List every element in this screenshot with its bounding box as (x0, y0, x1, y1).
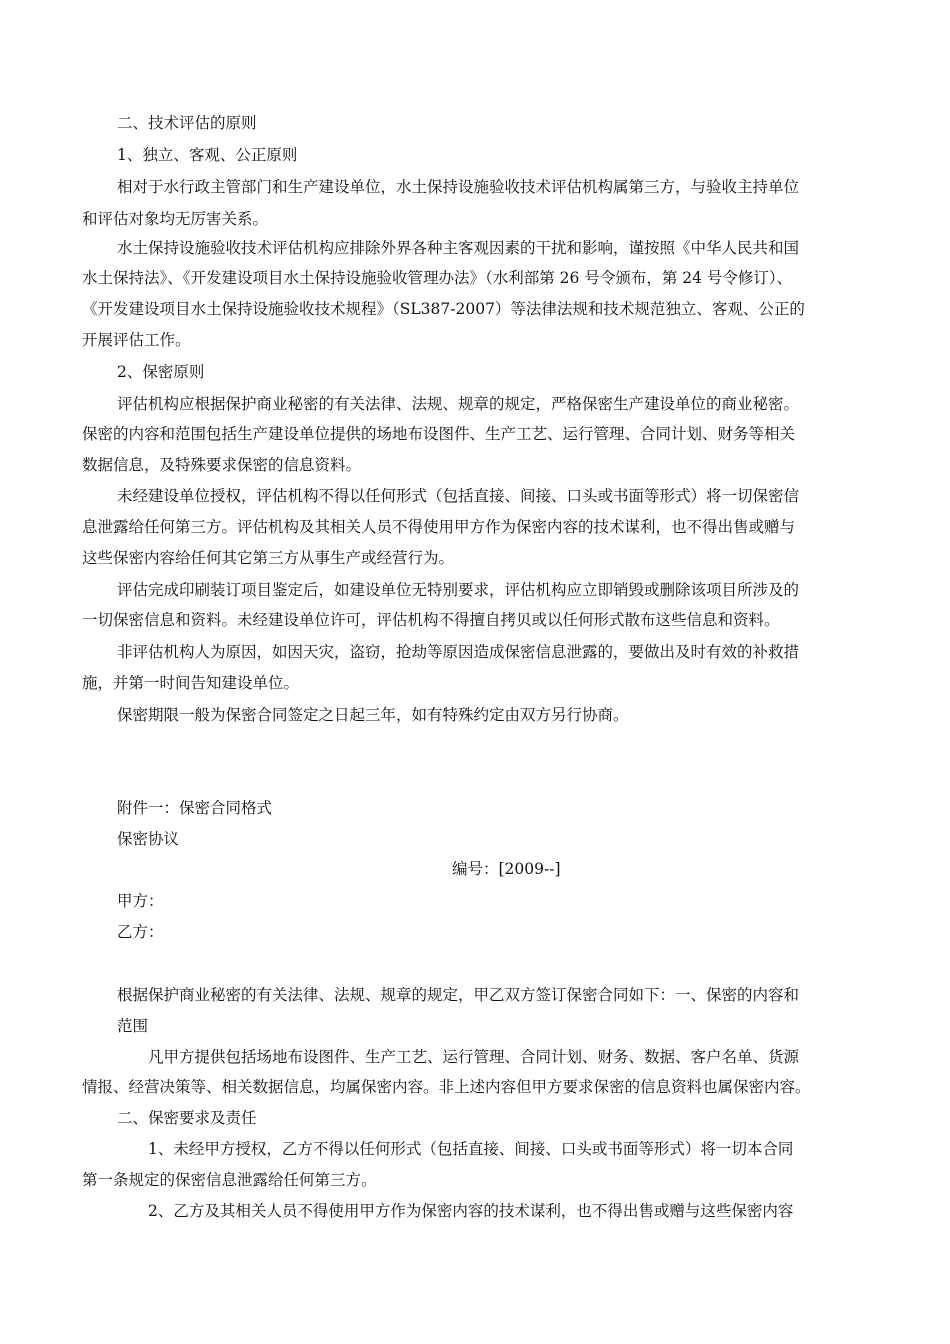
paragraph-line: 保密的内容和范围包括生产建设单位提供的场地布设图件、生产工艺、运行管理、合同计划、财务等相关 (82, 425, 796, 443)
paragraph-line: 未经建设单位授权，评估机构不得以任何形式（包括直接、间接、口头或书面等形式）将一切保密信 (117, 487, 800, 505)
agreement-title: 保密协议 (117, 830, 180, 848)
paragraph-line: 评估完成印刷装订项目鉴定后，如建设单位无特别要求，评估机构应立即销毁或删除该项目所涉及的 (117, 581, 800, 599)
paragraph-line: 保密期限一般为保密合同签定之日起三年，如有特殊约定由双方另行协商。 (117, 706, 629, 724)
subsection-heading: 2、保密原则 (117, 363, 205, 381)
party-a-label: 甲方： (117, 892, 164, 910)
section-heading: 二、技术评估的原则 (117, 114, 257, 132)
paragraph-line: 开展评估工作。 (82, 331, 191, 349)
paragraph-line: 相对于水行政主管部门和生产建设单位，水土保持设施验收技术评估机构属第三方，与验收主持单位 (117, 178, 800, 196)
paragraph-line: 评估机构应根据保护商业秘密的有关法律、法规、规章的规定，严格保密生产建设单位的商业秘密。 (117, 395, 800, 413)
attachment-heading: 附件一：保密合同格式 (117, 799, 273, 817)
paragraph-line: 1、未经甲方授权，乙方不得以任何形式（包括直接、间接、口头或书面等形式）将一切本合同 (148, 1140, 794, 1158)
paragraph-line: 根据保护商业秘密的有关法律、法规、规章的规定，甲乙双方签订保密合同如下：一、保密的内容和 (117, 986, 800, 1004)
paragraph-line: 这些保密内容给任何其它第三方从事生产或经营行为。 (82, 549, 455, 567)
paragraph-line: 息泄露给任何第三方。评估机构及其相关人员不得使用甲方作为保密内容的技术谋利，也不得出售或赠与 (82, 518, 796, 536)
document-number: 编号：[2009--] (452, 860, 561, 878)
paragraph-line: 数据信息，及特殊要求保密的信息资料。 (82, 456, 362, 474)
party-b-label: 乙方： (117, 923, 164, 941)
paragraph-line: 水土保持法》、《开发建设项目水土保持设施验收管理办法》（水利部第 26 号令颁布，第 24 号令修订）、 (82, 269, 793, 287)
paragraph-line: 2、乙方及其相关人员不得使用甲方作为保密内容的技术谋利，也不得出售或赠与这些保密内容 (148, 1202, 794, 1220)
paragraph-line: 第一条规定的保密信息泄露给任何第三方。 (82, 1171, 377, 1189)
paragraph-line: 《开发建设项目水土保持设施验收技术规程》（SL387-2007）等法律法规和技术规范独立、客观、公正的 (82, 300, 805, 318)
paragraph-line: 一切保密信息和资料。未经建设单位许可，评估机构不得擅自拷贝或以任何形式散布这些信息和资料。 (82, 611, 780, 629)
paragraph-line: 凡甲方提供包括场地布设图件、生产工艺、运行管理、合同计划、财务、数据、客户名单、货源 (148, 1048, 800, 1066)
section-heading: 二、保密要求及责任 (117, 1109, 257, 1127)
paragraph-line: 情报、经营决策等、相关数据信息，均属保密内容。非上述内容但甲方要求保密的信息资料也属保密内容。 (82, 1078, 811, 1096)
paragraph-line: 范围 (117, 1017, 149, 1035)
paragraph-line: 水土保持设施验收技术评估机构应排除外界各种主客观因素的干扰和影响，谨按照《中华人民共和国 (117, 239, 800, 257)
subsection-heading: 1、独立、客观、公正原则 (117, 146, 298, 164)
paragraph-line: 非评估机构人为原因，如因天灾，盗窃，抢劫等原因造成保密信息泄露的，要做出及时有效的补救措 (117, 643, 800, 661)
paragraph-line: 施，并第一时间告知建设单位。 (82, 674, 300, 692)
paragraph-line: 和评估对象均无厉害关系。 (82, 210, 269, 228)
